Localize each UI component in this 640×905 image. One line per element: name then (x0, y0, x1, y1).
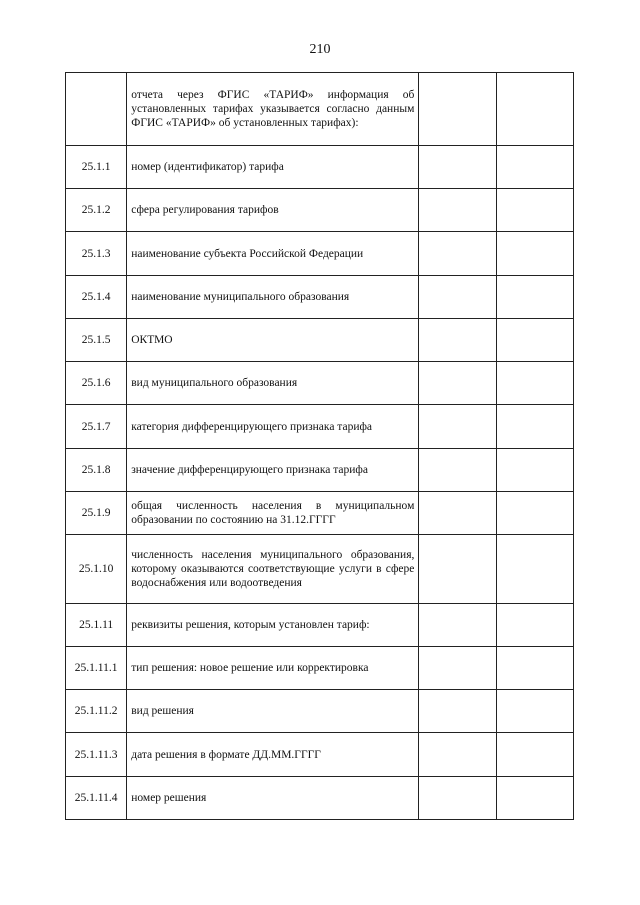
row-description: наименование субъекта Российской Федерации (127, 232, 419, 276)
row-cell-3 (419, 405, 496, 449)
row-number: 25.1.9 (66, 492, 127, 535)
row-number: 25.1.11.3 (66, 733, 127, 777)
row-description: ОКТМО (127, 319, 419, 362)
table-row (66, 189, 574, 232)
row-number: 25.1.7 (66, 405, 127, 449)
row-number: 25.1.4 (66, 276, 127, 319)
row-cell-4 (496, 647, 573, 690)
row-cell-3 (419, 690, 496, 733)
row-cell-4 (496, 189, 573, 232)
row-number: 25.1.11.1 (66, 647, 127, 690)
row-number: 25.1.10 (66, 535, 127, 604)
row-cell-3 (419, 189, 496, 232)
table-row (66, 146, 574, 189)
row-cell-3 (419, 146, 496, 189)
row-description: сфера регулирования тарифов (127, 189, 419, 232)
table-row (66, 362, 574, 405)
row-number: 25.1.5 (66, 319, 127, 362)
row-cell-4 (496, 73, 573, 146)
table-row (66, 319, 574, 362)
row-number: 25.1.8 (66, 449, 127, 492)
row-cell-4 (496, 405, 573, 449)
row-cell-3 (419, 73, 496, 146)
row-number: 25.1.11.2 (66, 690, 127, 733)
table-row (66, 232, 574, 276)
row-description: вид решения (127, 690, 419, 733)
row-number: 25.1.1 (66, 146, 127, 189)
table-row (66, 647, 574, 690)
row-description: номер решения (127, 777, 419, 820)
row-description: дата решения в формате ДД.ММ.ГГГГ (127, 733, 419, 777)
row-cell-3 (419, 319, 496, 362)
row-description: тип решения: новое решение или корректировка (127, 647, 419, 690)
requirements-table (65, 72, 574, 820)
row-cell-3 (419, 604, 496, 647)
row-number: 25.1.2 (66, 189, 127, 232)
row-cell-3 (419, 362, 496, 405)
table-row (66, 492, 574, 535)
row-description: реквизиты решения, которым установлен тариф: (127, 604, 419, 647)
row-number: 25.1.3 (66, 232, 127, 276)
table-row (66, 690, 574, 733)
row-description: общая численность населения в муниципальном образовании по состоянию на 31.12.ГГГГ (127, 492, 419, 535)
row-cell-4 (496, 604, 573, 647)
row-cell-4 (496, 449, 573, 492)
row-cell-4 (496, 733, 573, 777)
row-cell-4 (496, 362, 573, 405)
table-row (66, 535, 574, 604)
row-description: значение дифференцирующего признака тарифа (127, 449, 419, 492)
row-cell-3 (419, 535, 496, 604)
row-cell-4 (496, 535, 573, 604)
table-row (66, 777, 574, 820)
row-number: 25.1.11 (66, 604, 127, 647)
row-cell-3 (419, 733, 496, 777)
table-row (66, 276, 574, 319)
table-row (66, 405, 574, 449)
table-row (66, 449, 574, 492)
row-description: категория дифференцирующего признака тарифа (127, 405, 419, 449)
row-cell-4 (496, 492, 573, 535)
row-cell-4 (496, 146, 573, 189)
row-cell-4 (496, 690, 573, 733)
row-cell-3 (419, 232, 496, 276)
row-cell-3 (419, 647, 496, 690)
row-description: вид муниципального образования (127, 362, 419, 405)
row-cell-4 (496, 319, 573, 362)
row-description: численность населения муниципального образования, которому оказываются соответствующие услуги в сфере водоснабжения или водоотведения (127, 535, 419, 604)
table-row (66, 604, 574, 647)
row-number: 25.1.11.4 (66, 777, 127, 820)
row-cell-4 (496, 232, 573, 276)
row-number (66, 73, 127, 146)
page-number: 210 (309, 42, 331, 57)
table-row (66, 73, 574, 146)
row-cell-3 (419, 492, 496, 535)
table-row (66, 733, 574, 777)
row-description: номер (идентификатор) тарифа (127, 146, 419, 189)
row-number: 25.1.6 (66, 362, 127, 405)
row-cell-3 (419, 276, 496, 319)
row-cell-4 (496, 276, 573, 319)
row-cell-3 (419, 449, 496, 492)
row-description: наименование муниципального образования (127, 276, 419, 319)
row-cell-3 (419, 777, 496, 820)
row-cell-4 (496, 777, 573, 820)
row-description: отчета через ФГИС «ТАРИФ» информация об установленных тарифах указывается согласно данным ФГИС «ТАРИФ» об установленных тарифах): (127, 73, 419, 146)
